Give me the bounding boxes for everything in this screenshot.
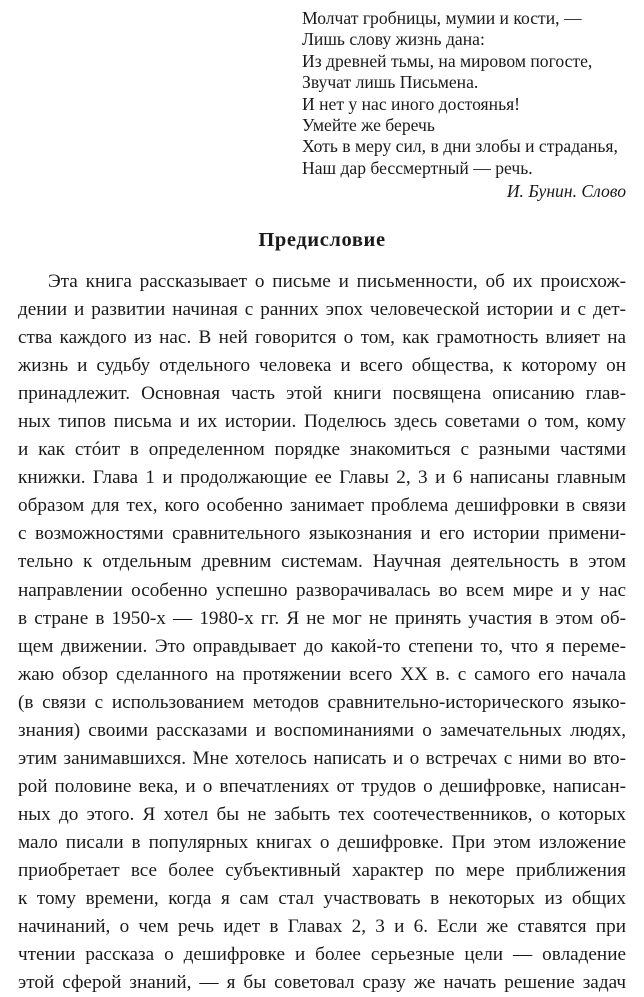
paragraph-line: мало писали в популярных книгах о дешифровке. При этом изложение (18, 831, 626, 853)
paragraph-line: этим занимавшихся. Мне хотелось написать и о встречах с ними во вто- (18, 747, 626, 769)
paragraph-line: в стране в 1950-х — 1980-х гг. Я не мог не принять участия в этом об- (18, 607, 626, 629)
paragraph-line: щем движении. Это оправдывает до какой-то степени то, что я переме- (18, 635, 626, 657)
preface-paragraph (18, 268, 626, 997)
epigraph (302, 8, 632, 202)
paragraph-line: знания) своими рассказами и воспоминаниями о замечательных людях, (18, 719, 626, 741)
epigraph-line: И нет у нас иного достоянья! (302, 93, 521, 114)
epigraph-line: Умейте же беречь (302, 115, 435, 136)
epigraph-line: Наш дар бессмертный — речь. (302, 157, 533, 178)
paragraph-line: образом для тех, кого особенно занимает проблема дешифровки в связи (18, 495, 626, 517)
epigraph-line: Из древней тьмы, на мировом погосте, (302, 50, 593, 71)
paragraph-line: к тому времени, когда я сам стал участвовать в некоторых из общих (18, 888, 626, 910)
paragraph-line: начинаний, о чем речь идет в Главах 2, 3 и 6. Если же ставятся при (18, 916, 626, 938)
paragraph-line: направлении особенно успешно разворачивалась во всем мире и у нас (18, 579, 626, 601)
epigraph-line: Лишь слову жизнь дана: (302, 29, 485, 50)
epigraph-line: Молчат гробницы, мумии и кости, — (302, 8, 582, 28)
section-title: Предисловие (258, 229, 386, 251)
paragraph-line: жизнь и судьбу отдельного человека и всего общества, к которому он (18, 355, 626, 377)
paragraph-line: и как стóит в определенном порядке знакомиться с разными частями (18, 439, 626, 461)
paragraph-line: Эта книга рассказывает о письме и письменности, об их происхож- (48, 271, 626, 292)
epigraph-line: Звучат лишь Письмена. (302, 72, 479, 93)
paragraph-line: чтении рассказа о дешифровке и более серьезные цели — овладение (18, 944, 626, 966)
paragraph-line: рой половине века, и о впечатлениях от трудов о дешифровке, написан- (18, 775, 626, 797)
paragraph-line: жаю обзор сделанного на протяжении всего XX в. с самого его начала (18, 663, 626, 685)
paragraph-line: принадлежит. Основная часть этой книги посвящена описанию глав- (18, 383, 626, 405)
paragraph-line: дении и развитии начиная с ранних эпох человеческой истории и с дет- (18, 299, 626, 321)
paragraph-line: этой сферой знаний, — я бы советовал сразу же начать решение задач (18, 972, 626, 994)
paragraph-line: (в связи с использованием методов сравнительно-исторического языко- (18, 691, 626, 713)
paragraph-line: ных до этого. Я хотел бы не забыть тех соотечественников, о которых (18, 803, 626, 825)
paragraph-line: ных типов письма и их истории. Поделюсь здесь советами о том, кому (18, 411, 626, 433)
paragraph-line: с возможностями сравнительного языкознания и его истории примени- (18, 523, 626, 545)
paragraph-line: ства каждого из нас. В ней говорится о том, как грамотность влияет на (18, 327, 626, 349)
epigraph-line: Хоть в меру сил, в дни злобы и страданья, (302, 136, 618, 157)
paragraph-line: тельно к отдельным древним системам. Научная деятельность в этом (18, 551, 626, 573)
paragraph-line: приобретает все более субъективный характер по мере приближения (18, 859, 626, 881)
epigraph-attribution: И. Бунин. Слово (506, 181, 626, 202)
paragraph-line: книжки. Глава 1 и продолжающие ее Главы 2, 3 и 6 написаны главным (18, 467, 626, 489)
